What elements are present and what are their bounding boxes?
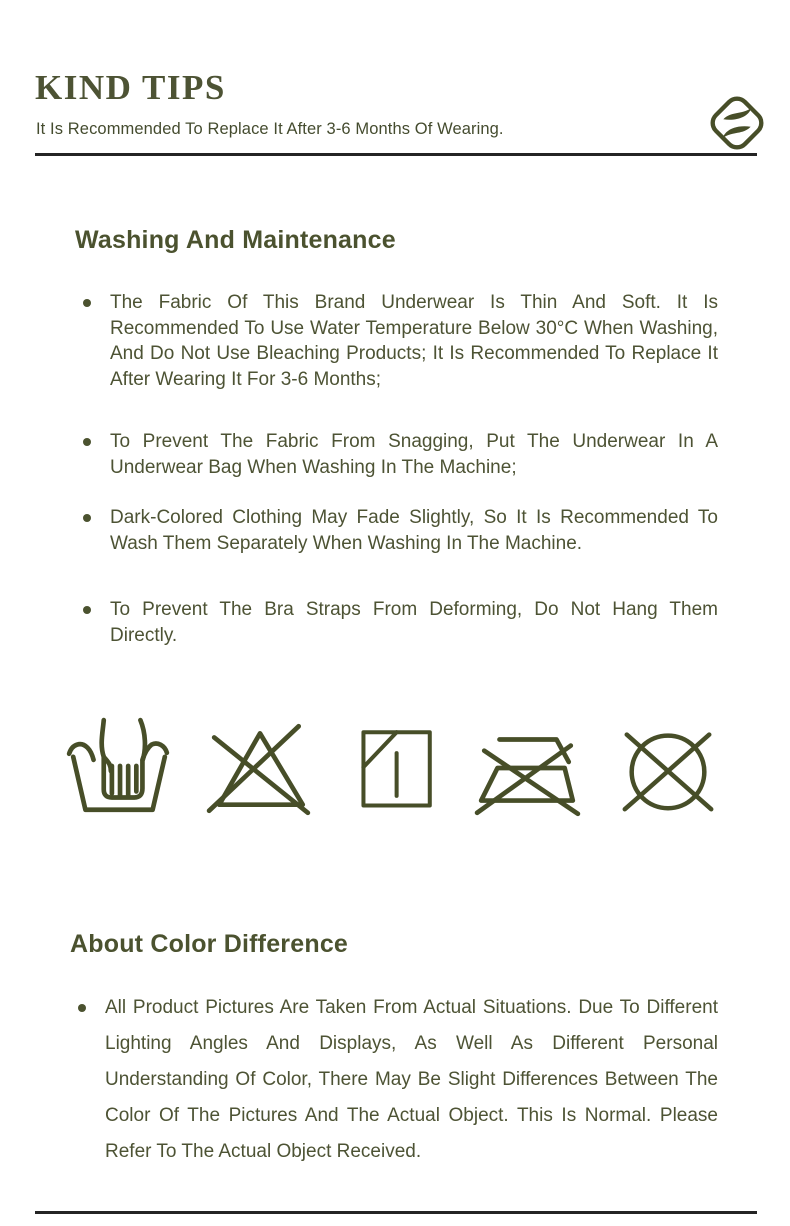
color-difference-section-heading: About Color Difference <box>70 930 349 958</box>
list-item <box>75 505 718 556</box>
washing-section-heading: Washing And Maintenance <box>75 226 396 254</box>
bullet-dot-icon <box>83 606 91 614</box>
care-symbols-row <box>62 708 722 828</box>
color-difference-bullet-list <box>70 990 718 1170</box>
brand-leaf-logo-icon <box>706 92 768 154</box>
page-title: KIND TIPS <box>35 68 226 107</box>
bullet-dot-icon <box>83 438 91 446</box>
washing-bullet-text: To Prevent The Bra Straps From Deforming, Do Not Hang Them Directly. <box>110 599 718 646</box>
bottom-divider <box>35 1211 757 1214</box>
list-item <box>75 429 718 480</box>
list-item <box>70 990 718 1170</box>
washing-bullet-list <box>75 290 718 648</box>
bullet-dot-icon <box>83 514 91 522</box>
bullet-dot-icon <box>83 299 91 307</box>
do-not-iron-icon <box>472 709 584 827</box>
washing-bullet-text: Dark-Colored Clothing May Fade Slightly, So It Is Recommended To Wash Them Separately When Washing In The Machine. <box>110 507 718 554</box>
hand-wash-icon <box>62 709 174 827</box>
washing-bullet-text: To Prevent The Fabric From Snagging, Put The Underwear In A Underwear Bag When Washing In The Machine; <box>110 431 718 478</box>
list-item <box>75 597 718 648</box>
do-not-dry-clean-icon <box>614 709 722 827</box>
washing-bullet-text: The Fabric Of This Brand Underwear Is Thin And Soft. It Is Recommended To Use Water Temperature Below 30°C When Washing, And Do Not Use Bleaching Products; It Is Recommended To Replace It After Wearing It For 3-6 Months; <box>110 292 718 390</box>
list-item <box>75 290 718 392</box>
top-divider <box>35 153 757 156</box>
bullet-dot-icon <box>78 1004 86 1012</box>
color-difference-bullet-text: All Product Pictures Are Taken From Actual Situations. Due To Different Lighting Angles And Displays, As Well As Different Personal Understanding Of Color, There May Be Slight Differences Between The Color Of The Pictures And The Actual Object. This Is Normal. Please Refer To The Actual Object Received. <box>105 997 718 1162</box>
do-not-bleach-icon <box>204 709 316 827</box>
page-subtitle: It Is Recommended To Replace It After 3-6 Months Of Wearing. <box>36 120 504 138</box>
drip-dry-in-shade-icon <box>346 709 442 827</box>
